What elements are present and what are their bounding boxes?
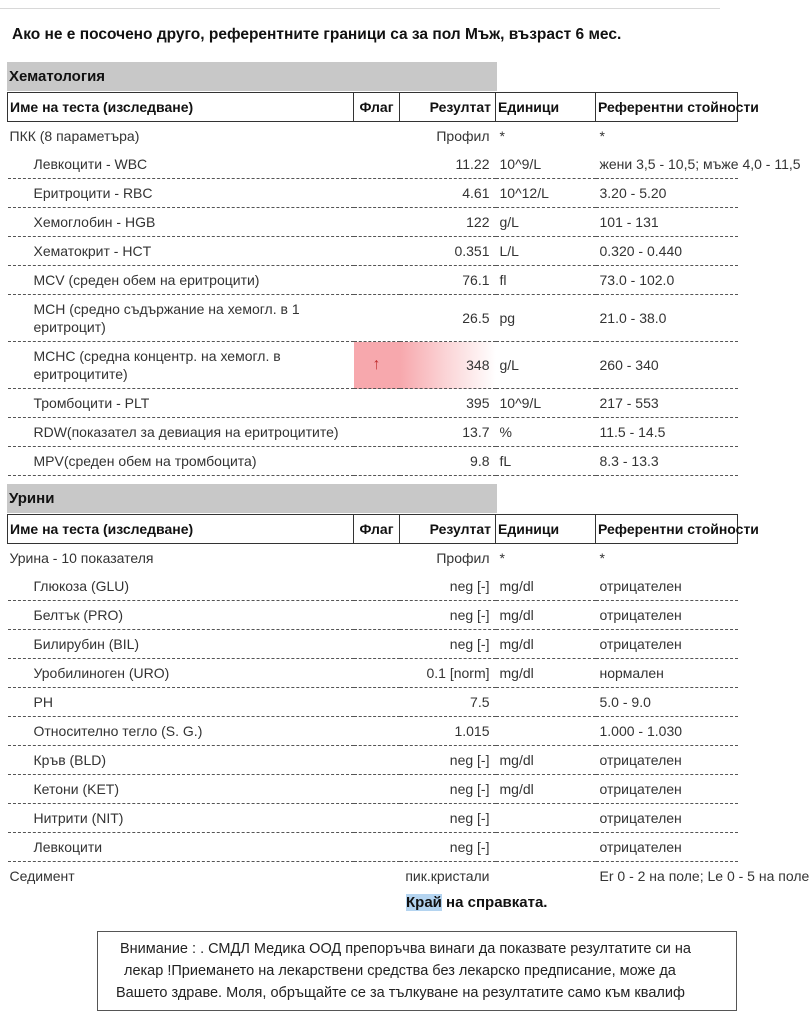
flag-cell (354, 601, 400, 630)
table-row (8, 295, 738, 342)
table-row (8, 804, 738, 833)
unit-cell: pg (496, 295, 596, 342)
unit-cell: fL (496, 447, 596, 476)
test-name: Левкоцити (8, 833, 354, 862)
reference-range: отрицателен (596, 775, 738, 804)
disclaimer-line: лекар !Приемането на лекарствени средства без лекарско предписание, може да (124, 963, 676, 979)
test-name: Урина - 10 показателя (9, 550, 154, 566)
table-row (8, 659, 738, 688)
col-header-flag: Флаг (354, 515, 400, 544)
reference-range: отрицателен (596, 804, 738, 833)
col-header-ref: Референтни стойности (596, 515, 738, 544)
test-name: Тромбоцити - PLT (8, 389, 354, 418)
test-name: Кръв (BLD) (8, 746, 354, 775)
top-divider (0, 8, 720, 9)
table-row (8, 775, 738, 804)
result-value: 1.015 (400, 717, 496, 746)
reference-range: * (599, 550, 605, 566)
flag-cell (354, 447, 400, 476)
col-header-unit: Единици (496, 93, 596, 122)
result-value: neg [-] (400, 601, 496, 630)
reference-range: отрицателен (596, 630, 738, 659)
unit-cell: mg/dl (496, 572, 596, 601)
unit-cell (496, 804, 596, 833)
test-name: Нитрити (NIT) (8, 804, 354, 833)
result-value: neg [-] (400, 804, 496, 833)
flag-cell (354, 266, 400, 295)
test-name: Глюкоза (GLU) (8, 572, 354, 601)
reference-range: 217 - 553 (596, 389, 738, 418)
result-value: 0.1 [norm] (400, 659, 496, 688)
result-value: 13.7 (400, 418, 496, 447)
unit-cell: fl (496, 266, 596, 295)
table-row (8, 237, 738, 266)
test-name: MCH (средно съдържание на хемогл. в 1 еритроцит) (8, 295, 354, 342)
flag-cell (354, 804, 400, 833)
result-value: neg [-] (400, 746, 496, 775)
table-row (8, 572, 738, 601)
result-value: 7.5 (400, 688, 496, 717)
flag-cell (354, 717, 400, 746)
table-row (8, 150, 738, 179)
test-name: Хемоглобин - HGB (8, 208, 354, 237)
table-row (8, 862, 738, 891)
unit-cell: g/L (496, 208, 596, 237)
test-name: ПКК (8 параметъра) (9, 128, 140, 144)
table-row (8, 389, 738, 418)
result-value: 76.1 (400, 266, 496, 295)
result-value: пик.кристали (405, 868, 490, 884)
test-name: Кетони (KET) (8, 775, 354, 804)
reference-range: Er 0 - 2 на поле; Le 0 - 5 на поле (599, 868, 809, 884)
reference-range: нормален (596, 659, 738, 688)
urine-rows (8, 544, 809, 891)
reference-range: 11.5 - 14.5 (596, 418, 738, 447)
test-name: RDW(показател за девиация на еритроцитите) (8, 418, 354, 447)
section-title-hematology: Хематология (7, 62, 497, 91)
flag-cell (354, 544, 400, 573)
table-row (8, 717, 738, 746)
reference-range: * (599, 128, 605, 144)
flag-cell (354, 630, 400, 659)
reference-range: 0.320 - 0.440 (596, 237, 738, 266)
disclaimer-line: Внимание : . СМДЛ Медика ООД препоръчва винаги да показвате резултатите си на (120, 941, 691, 957)
flag-cell (354, 833, 400, 862)
report-end-highlight[interactable]: Край (406, 894, 442, 911)
reference-range: 101 - 131 (596, 208, 738, 237)
table-row (8, 630, 738, 659)
disclaimer-box (97, 931, 737, 1011)
flag-cell (354, 418, 400, 447)
result-value: 26.5 (400, 295, 496, 342)
flag-cell (354, 659, 400, 688)
hematology-table (7, 92, 801, 476)
table-row (8, 544, 738, 573)
flag-cell: ↑ (354, 342, 400, 389)
unit-cell: 10^9/L (496, 150, 596, 179)
unit-cell (496, 862, 596, 891)
unit-cell: mg/dl (496, 659, 596, 688)
flag-cell (354, 862, 400, 891)
unit-cell: 10^12/L (496, 179, 596, 208)
unit-cell (496, 688, 596, 717)
test-name: PH (8, 688, 354, 717)
flag-cell (354, 572, 400, 601)
flag-cell (354, 295, 400, 342)
result-value: 348 (400, 342, 496, 389)
test-name: MCHC (средна концентр. на хемогл. в еритроцитите) (8, 342, 354, 389)
table-row (8, 833, 738, 862)
reference-range: 1.000 - 1.030 (596, 717, 738, 746)
result-value: 11.22 (400, 150, 496, 179)
reference-range: отрицателен (596, 601, 738, 630)
col-header-unit: Единици (496, 515, 596, 544)
table-row (8, 122, 738, 151)
flag-cell (354, 179, 400, 208)
flag-cell (354, 237, 400, 266)
unit-cell: g/L (496, 342, 596, 389)
test-name: Еритроцити - RBC (8, 179, 354, 208)
result-value: 395 (400, 389, 496, 418)
unit-cell: mg/dl (496, 601, 596, 630)
disclaimer-line: Вашето здраве. Моля, обръщайте се за тълкуване на резултатите само към квалиф (116, 985, 685, 1001)
result-value: neg [-] (400, 833, 496, 862)
table-row (8, 418, 738, 447)
reference-range: 21.0 - 38.0 (596, 295, 738, 342)
table-row (8, 447, 738, 476)
result-value: 4.61 (400, 179, 496, 208)
flag-cell (354, 389, 400, 418)
unit-cell (496, 833, 596, 862)
reference-range: отрицателен (596, 572, 738, 601)
unit-cell: % (496, 418, 596, 447)
result-value: 9.8 (400, 447, 496, 476)
report-end-rest: на справката. (441, 894, 548, 911)
flag-cell (354, 150, 400, 179)
hematology-table-wrap (7, 92, 801, 476)
table-header (8, 93, 738, 122)
urine-table (7, 514, 809, 890)
col-header-name: Име на теста (изследване) (8, 93, 354, 122)
reference-range: жени 3,5 - 10,5; мъже 4,0 - 11,5 (596, 150, 738, 179)
test-name: Седимент (9, 868, 75, 884)
reference-range: 5.0 - 9.0 (596, 688, 738, 717)
col-header-result: Резултат (400, 93, 496, 122)
result-value: Профил (436, 550, 490, 566)
result-value: neg [-] (400, 572, 496, 601)
reference-range: 260 - 340 (596, 342, 738, 389)
table-row (8, 266, 738, 295)
result-value: neg [-] (400, 630, 496, 659)
table-row (8, 601, 738, 630)
unit-cell: mg/dl (496, 746, 596, 775)
test-name: MCV (среден обем на еритроцити) (8, 266, 354, 295)
table-header (8, 515, 738, 544)
reference-note: Ако не е посочено друго, референтните граници са за пол Мъж, възраст 6 мес. (12, 26, 622, 43)
col-header-ref: Референтни стойности (596, 93, 738, 122)
unit-cell: L/L (496, 237, 596, 266)
unit-cell: * (499, 550, 505, 566)
table-row (8, 688, 738, 717)
test-name: Белтък (PRO) (8, 601, 354, 630)
reference-range: отрицателен (596, 746, 738, 775)
test-name: Левкоцити - WBC (8, 150, 354, 179)
col-header-flag: Флаг (354, 93, 400, 122)
unit-cell: mg/dl (496, 630, 596, 659)
flag-cell (354, 208, 400, 237)
flag-cell (354, 775, 400, 804)
unit-cell (496, 717, 596, 746)
col-header-result: Резултат (400, 515, 496, 544)
table-row (8, 342, 738, 389)
hematology-rows (8, 122, 801, 476)
table-row (8, 746, 738, 775)
table-row (8, 208, 738, 237)
test-name: MPV(среден обем на тромбоцита) (8, 447, 354, 476)
col-header-name: Име на теста (изследване) (8, 515, 354, 544)
reference-range: 73.0 - 102.0 (596, 266, 738, 295)
section-title-urine: Урини (7, 484, 497, 513)
reference-range: 3.20 - 5.20 (596, 179, 738, 208)
table-row (8, 179, 738, 208)
report-end (406, 894, 547, 911)
test-name: Хематокрит - HCT (8, 237, 354, 266)
flag-cell (354, 688, 400, 717)
urine-table-wrap (7, 514, 809, 890)
flag-cell (354, 746, 400, 775)
result-value: neg [-] (400, 775, 496, 804)
flag-cell (354, 122, 400, 151)
unit-cell: 10^9/L (496, 389, 596, 418)
result-value: 122 (400, 208, 496, 237)
test-name: Билирубин (BIL) (8, 630, 354, 659)
unit-cell: * (499, 128, 505, 144)
test-name: Относително тегло (S. G.) (8, 717, 354, 746)
reference-range: 8.3 - 13.3 (596, 447, 738, 476)
result-value: Профил (436, 128, 490, 144)
reference-range: отрицателен (596, 833, 738, 862)
test-name: Уробилиноген (URO) (8, 659, 354, 688)
result-value: 0.351 (400, 237, 496, 266)
unit-cell: mg/dl (496, 775, 596, 804)
